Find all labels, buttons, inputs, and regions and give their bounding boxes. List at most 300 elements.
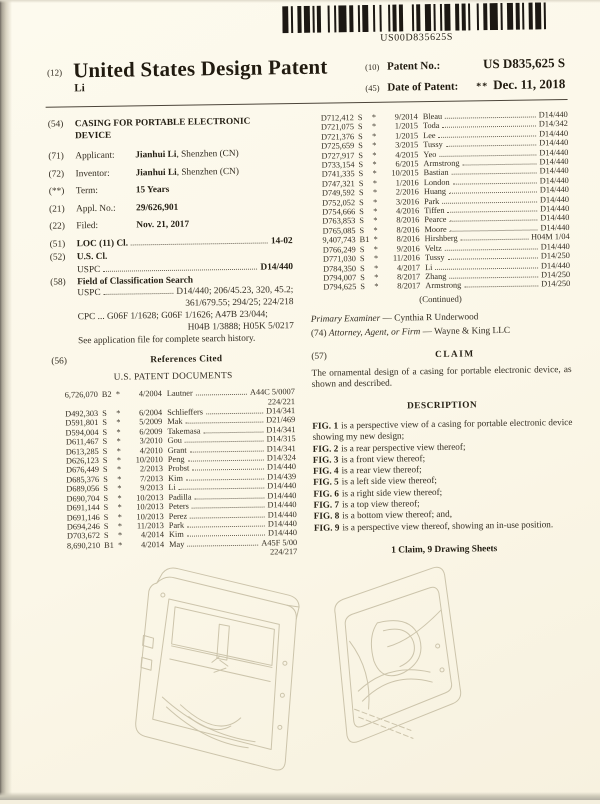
- patent-id-block: [365, 55, 566, 100]
- ref-star: *: [373, 216, 378, 226]
- ref-kind-code: S: [103, 474, 108, 484]
- biblio-field-row: [49, 166, 292, 181]
- loc-value: 14-02: [270, 235, 293, 246]
- ref-inventor: Bleau: [422, 111, 443, 122]
- biblio-fields: [48, 148, 292, 232]
- field-label: Applicant:: [75, 150, 115, 162]
- dot-leader: [104, 293, 174, 295]
- dot-leader: [462, 163, 536, 165]
- ref-inventor: Schlieffers: [167, 407, 204, 418]
- ref-date: 6/2009: [139, 426, 163, 437]
- field-value: Jianhui Li, Shenzhen (CN): [135, 166, 240, 179]
- patent-number-label: Patent No.:: [386, 59, 441, 73]
- ref-number: D766,249: [322, 244, 356, 255]
- figure-number: FIG. 4: [312, 465, 339, 476]
- ref-inventor: Armstrong: [425, 280, 462, 291]
- ref-number: D721,075: [320, 122, 355, 133]
- dot-leader: [196, 394, 247, 396]
- ref-star: *: [117, 502, 122, 512]
- ref-kind-code: S: [102, 418, 108, 428]
- ref-inventor: Li: [168, 483, 176, 493]
- ref-classification: D14/324: [266, 453, 296, 463]
- ref-star: *: [372, 131, 377, 141]
- ref-kind-code: S: [358, 188, 364, 198]
- claim-heading: CLAIM: [435, 349, 475, 361]
- ref-kind-code: S: [358, 160, 364, 170]
- ref-date: 8/2016: [396, 234, 420, 244]
- figure-description-line: [314, 519, 574, 534]
- references-heading: References Cited: [150, 354, 223, 366]
- page-left-edge: [0, 0, 12, 800]
- ref-classification-2: 224/217: [269, 547, 298, 557]
- ref-classification: D14/440: [540, 241, 570, 252]
- ref-classification: D14/440: [539, 175, 569, 186]
- ref-star: *: [373, 263, 379, 273]
- us-patent-documents-heading: U.S. PATENT DOCUMENTS: [113, 371, 233, 384]
- biblio-field-row: [49, 218, 292, 233]
- ref-date: 9/2014: [394, 112, 418, 122]
- ref-inventor: Padilla: [168, 492, 192, 502]
- ref-inventor: Armstrong: [423, 158, 460, 169]
- ref-classification: D14/440: [538, 109, 568, 120]
- us-cl-label: U.S. Cl.: [76, 251, 108, 262]
- ref-date: 9/2016: [396, 243, 420, 254]
- ref-date: 8/2017: [397, 281, 421, 291]
- ref-star: *: [116, 418, 121, 428]
- ref-kind-code: S: [359, 244, 365, 254]
- ref-kind-code: S: [103, 484, 108, 494]
- ref-classification: D14/341: [266, 406, 296, 416]
- ref-inventor: Kim: [168, 473, 183, 483]
- ref-inventor: Moore: [424, 224, 447, 235]
- ref-number: D626,123: [65, 456, 99, 466]
- ref-inventor: Tussy: [423, 140, 443, 150]
- ref-date: 7/2013: [140, 473, 164, 484]
- uspc-row: [77, 262, 293, 276]
- ref-number: D771,030: [322, 254, 356, 264]
- dot-leader: [446, 145, 536, 147]
- barcode: [282, 2, 551, 45]
- ref-date: 8/2016: [396, 225, 420, 235]
- dot-leader: [179, 488, 265, 490]
- right-column: [308, 110, 575, 558]
- ref-number: D613,285: [65, 446, 99, 457]
- ref-number: D591,801: [65, 418, 99, 428]
- ref-number: D794,625: [323, 282, 357, 292]
- ref-number: D685,376: [66, 474, 100, 485]
- ref-classification: D14/250: [540, 251, 570, 261]
- ref-classification: D14/440: [540, 222, 570, 233]
- dot-leader: [192, 507, 265, 509]
- ref-number: 9,407,743: [322, 235, 356, 245]
- ref-inventor: Li: [424, 262, 433, 272]
- ref-number: D690,704: [66, 493, 100, 504]
- ref-kind-code: S: [102, 427, 108, 437]
- ref-classification: D14/440: [267, 481, 297, 491]
- ref-kind-code: S: [102, 465, 108, 475]
- barcode-icon: [282, 2, 550, 33]
- biblio-field-row: [49, 183, 292, 198]
- header-divider: [46, 99, 568, 108]
- dot-leader: [448, 211, 538, 213]
- ref-inventor: Takemasa: [167, 426, 201, 436]
- ref-kind-code: S: [103, 502, 109, 513]
- ref-inventor: Veltz: [424, 243, 442, 253]
- ref-number: D747,321: [321, 179, 355, 189]
- ref-date: 5/2009: [139, 417, 163, 427]
- loc-label: LOC (11) Cl.: [76, 238, 129, 249]
- field-label: Term:: [75, 186, 99, 197]
- ref-number: D721,376: [321, 131, 355, 142]
- figure-number: FIG. 3: [312, 454, 339, 465]
- ref-star: *: [117, 483, 122, 494]
- ref-kind-code: B2: [101, 390, 112, 400]
- left-column: [48, 116, 298, 560]
- ref-star: *: [373, 206, 378, 216]
- field-code: (**): [48, 186, 65, 197]
- figure-number: FIG. 2: [312, 442, 339, 454]
- ref-classification: D14/440: [539, 194, 570, 205]
- ref-classification: D14/342: [538, 119, 569, 129]
- ref-date: 3/2015: [395, 140, 419, 150]
- dot-leader: [439, 154, 536, 156]
- ref-kind-code: S: [102, 408, 107, 418]
- dot-leader: [187, 535, 265, 537]
- ref-kind-code: S: [359, 263, 365, 273]
- references-table-right: [308, 110, 571, 293]
- ref-classification: D14/440: [540, 204, 570, 214]
- ref-classification: D14/440: [267, 500, 297, 510]
- ref-star: *: [116, 408, 121, 418]
- ref-inventor: Mak: [167, 417, 183, 427]
- ref-number: 8,690,210: [66, 540, 101, 551]
- date-value: Dec. 11, 2018: [493, 76, 566, 93]
- ref-classification: D14/315: [266, 434, 296, 444]
- ref-number: 6,726,070: [64, 390, 98, 400]
- uspc-label: USPC: [76, 264, 101, 275]
- ref-inventor: Zhang: [425, 271, 447, 282]
- ref-classification: A45F 5/00: [261, 537, 298, 548]
- ref-date: 3/2010: [139, 436, 163, 446]
- ref-classification: D14/440: [540, 213, 570, 223]
- search-uspc-value-2: 361/679.55; 294/25; 224/218: [185, 297, 294, 310]
- ref-classification: D14/440: [539, 138, 569, 148]
- ref-star: *: [372, 178, 378, 188]
- ref-star: *: [374, 272, 379, 282]
- field-code: (57): [311, 351, 327, 362]
- dot-leader: [185, 441, 264, 443]
- figure-text: is a rear perspective view thereof;: [341, 441, 466, 453]
- ref-classification: H04M 1/04: [531, 232, 570, 242]
- attorney-line: [311, 325, 571, 340]
- ref-date: 6/2004: [139, 408, 163, 418]
- dot-leader: [442, 201, 537, 203]
- date-label: Date of Patent:: [387, 80, 459, 94]
- barcode-text: US00D835625S: [380, 31, 454, 44]
- field-code: (21): [49, 204, 65, 215]
- ref-number: D676,449: [65, 465, 100, 475]
- continued-note: (Continued): [419, 293, 462, 304]
- ref-number: D784,350: [323, 263, 357, 274]
- uspc-value: D14/440: [260, 261, 294, 273]
- ref-number: D741,335: [321, 169, 355, 180]
- ref-classification: D21/469: [266, 415, 296, 425]
- ref-date: 10/2013: [136, 511, 164, 521]
- ref-date: 4/2016: [396, 206, 420, 216]
- ref-date: 2/2013: [139, 464, 164, 474]
- ref-inventor: Park: [168, 520, 185, 530]
- ref-date: 11/2016: [392, 253, 420, 263]
- ref-kind-code: S: [359, 225, 365, 235]
- dot-leader: [190, 450, 264, 452]
- dot-leader: [453, 182, 537, 184]
- ref-date: 4/2004: [138, 389, 162, 399]
- ref-date: 4/2010: [139, 445, 163, 456]
- field-value: Nov. 21, 2017: [136, 219, 190, 231]
- ref-number: D725,659: [321, 141, 355, 151]
- ref-inventor: Huang: [423, 187, 447, 197]
- ref-classification: D14/439: [267, 471, 297, 482]
- field-label: Filed:: [76, 221, 99, 232]
- ref-classification: D14/250: [541, 269, 571, 280]
- ref-classification: D14/341: [266, 424, 296, 435]
- ref-star: *: [372, 188, 378, 198]
- search-heading: Field of Classification Search: [77, 276, 194, 288]
- figure-text: is a front view thereof;: [341, 452, 426, 465]
- ref-date: 4/2017: [396, 262, 421, 273]
- ref-kind-code: S: [359, 254, 365, 264]
- figure-text: is a right side view thereof;: [341, 486, 443, 499]
- invention-title-row: [48, 116, 291, 143]
- ref-classification: D14/440: [540, 260, 571, 270]
- ref-date: 9/2013: [140, 483, 164, 493]
- doc-type-code: (12): [47, 67, 63, 78]
- inventor-surname: Li: [74, 82, 85, 95]
- ref-date: 1/2015: [394, 131, 419, 141]
- ref-date: 6/2015: [395, 159, 419, 169]
- ref-kind-code: B1: [359, 235, 370, 245]
- ref-classification: D14/440: [266, 462, 297, 472]
- figure-number: FIG. 6: [313, 488, 339, 499]
- ref-number: D749,592: [321, 188, 356, 198]
- ref-classification: D14/440: [267, 528, 298, 538]
- figure-number: FIG. 8: [313, 510, 340, 522]
- ref-date: 4/2014: [140, 539, 165, 550]
- ref-star: *: [118, 540, 123, 550]
- figure-text: is a rear view thereof;: [341, 464, 422, 476]
- ref-number: D763,853: [322, 216, 356, 227]
- ref-star: *: [372, 169, 377, 179]
- dot-leader: [190, 516, 265, 518]
- ref-classification: D14/440: [539, 147, 569, 158]
- dot-leader: [461, 239, 528, 241]
- ref-inventor: Tiffen: [424, 205, 445, 216]
- ref-kind-code: S: [359, 197, 364, 207]
- dot-leader: [206, 413, 263, 415]
- ref-date: 1/2016: [395, 178, 419, 188]
- dot-leader: [447, 258, 537, 260]
- ref-star: *: [371, 122, 377, 132]
- primary-examiner-line: [311, 311, 571, 326]
- patent-number-line: [365, 55, 565, 74]
- references-heading-row: [51, 353, 294, 368]
- field-value: Jianhui Li, Shenzhen (CN): [135, 149, 239, 161]
- dot-leader: [445, 116, 536, 118]
- dot-leader: [192, 469, 264, 471]
- patent-date-line: [365, 76, 565, 95]
- ref-date: 1/2015: [394, 121, 419, 131]
- search-uspc-value: D14/440; 206/45.23, 320, 45.2;: [176, 285, 294, 298]
- ref-inventor: Grant: [167, 445, 187, 455]
- examiner-label: Primary Examiner: [310, 313, 381, 325]
- dot-leader: [439, 135, 537, 137]
- field-code: (51): [49, 239, 66, 250]
- ref-kind-code: S: [102, 455, 108, 465]
- ref-kind-code: S: [358, 150, 364, 160]
- ref-inventor: Bastian: [423, 168, 449, 178]
- ref-star: *: [374, 282, 379, 292]
- dot-leader: [449, 276, 538, 278]
- ref-inventor: London: [423, 177, 450, 187]
- em-dash: —: [422, 327, 433, 338]
- ref-star: *: [373, 225, 378, 235]
- ref-kind-code: S: [358, 169, 364, 179]
- field-code: (52): [49, 251, 66, 263]
- ref-inventor: Pearce: [424, 215, 447, 225]
- ref-star: *: [372, 159, 377, 169]
- attorney-firm: Wayne & King LLC: [434, 325, 511, 338]
- ref-inventor: Gou: [167, 436, 182, 446]
- field-value: 29/626,901: [136, 202, 179, 214]
- ref-star: *: [373, 197, 378, 207]
- dot-leader: [187, 460, 263, 462]
- dot-leader: [186, 422, 264, 424]
- ref-kind-code: S: [360, 272, 365, 282]
- field-value: 15 Years: [135, 185, 170, 196]
- ref-star: *: [371, 112, 377, 122]
- ref-inventor: Kim: [168, 530, 184, 540]
- ref-number: D794,007: [323, 273, 357, 283]
- dot-leader: [445, 248, 538, 250]
- field-label: Inventor:: [75, 168, 110, 179]
- ref-kind-code: S: [103, 493, 109, 503]
- dot-leader: [194, 497, 264, 499]
- ref-classification-2: 224/221: [267, 396, 296, 407]
- ref-star: *: [373, 253, 379, 263]
- ref-classification: D14/440: [267, 490, 297, 501]
- dot-leader: [442, 126, 535, 128]
- page-bottom-edge: [0, 792, 600, 800]
- field-code: (72): [48, 169, 65, 180]
- ref-inventor: Peters: [168, 501, 189, 512]
- ref-date: 8/2017: [397, 272, 421, 282]
- dot-leader: [204, 431, 264, 433]
- ref-classification: D14/250: [541, 279, 571, 289]
- ref-classification: A44C 5/0007: [249, 387, 295, 397]
- document-header: [47, 52, 567, 95]
- ref-classification: D14/440: [539, 185, 569, 195]
- ref-date: 10/2013: [136, 492, 164, 503]
- ref-kind-code: S: [357, 113, 363, 123]
- term-asterisks: **: [476, 81, 489, 93]
- ref-kind-code: S: [359, 207, 364, 217]
- search-uspc-label: USPC: [77, 288, 101, 299]
- ref-number: D754,666: [322, 207, 356, 217]
- ref-kind-code: S: [359, 216, 365, 226]
- us-class-row: [50, 249, 293, 264]
- ref-star: *: [116, 465, 122, 475]
- ref-number: D733,154: [321, 160, 355, 170]
- ref-inventor: Lautner: [166, 388, 193, 399]
- examiner-name: Cynthia R Underwood: [394, 312, 479, 324]
- ref-kind-code: S: [358, 131, 363, 141]
- field-label: Appl. No.:: [76, 203, 116, 214]
- dot-leader: [449, 220, 537, 222]
- ref-classification: D14/341: [266, 443, 296, 454]
- ref-date: 11/2013: [136, 520, 164, 531]
- dot-leader: [450, 229, 538, 231]
- ref-kind-code: S: [102, 437, 108, 447]
- ref-number: D752,052: [322, 197, 356, 208]
- ref-date: 10/2015: [391, 168, 419, 179]
- dot-leader: [186, 478, 264, 480]
- ref-kind-code: S: [358, 141, 363, 151]
- ref-kind-code: S: [103, 531, 109, 541]
- ref-star: *: [372, 141, 377, 151]
- ref-number: D611,467: [65, 437, 99, 447]
- figure-text: is a perspective view of a casing for portable electronic device showing my new design;: [312, 416, 573, 443]
- ref-number: D689,056: [66, 484, 100, 494]
- ref-number: D492,303: [65, 409, 99, 419]
- patent-number-code: (10): [364, 61, 380, 72]
- description-heading: DESCRIPTION: [406, 400, 478, 412]
- ref-star: *: [117, 530, 123, 541]
- ref-kind-code: S: [103, 512, 109, 522]
- ref-inventor: Hirshberg: [424, 233, 458, 244]
- ref-inventor: Perez: [168, 511, 188, 521]
- dot-leader: [131, 242, 268, 245]
- claim-text: The ornamental design of a casing for portable electronic device, as shown and described.: [311, 364, 572, 390]
- ref-kind-code: B1: [104, 540, 114, 550]
- dot-leader: [449, 192, 537, 194]
- references-table-left: [52, 387, 297, 560]
- figure-text: is a top view thereof;: [342, 498, 420, 510]
- field-code: (22): [49, 221, 65, 232]
- ref-number: D694,246: [66, 521, 100, 532]
- ref-star: *: [116, 436, 121, 446]
- ref-star: *: [372, 150, 377, 160]
- patent-number-value: US D835,625 S: [482, 55, 566, 72]
- ref-date: 10/2010: [135, 455, 163, 465]
- figure-number: FIG. 5: [313, 476, 339, 488]
- biblio-field-row: [49, 201, 292, 216]
- ref-inventor: Park: [423, 196, 440, 206]
- ref-number: D691,146: [66, 512, 100, 522]
- ref-inventor: Tussy: [424, 252, 445, 263]
- ref-date: 2/2016: [395, 187, 419, 197]
- ref-number: D712,412: [320, 113, 354, 123]
- field-code: (74): [310, 328, 327, 339]
- search-note: See application file for complete search history.: [78, 333, 256, 347]
- field-code: (71): [48, 151, 64, 162]
- loc-class-row: [50, 236, 293, 251]
- ref-date: 10/2013: [136, 502, 164, 512]
- ref-star: *: [116, 455, 122, 465]
- ref-star: *: [373, 235, 378, 245]
- figure-number: FIG. 1: [312, 420, 339, 431]
- ref-star: *: [117, 474, 122, 484]
- figure-descriptions: [312, 417, 574, 534]
